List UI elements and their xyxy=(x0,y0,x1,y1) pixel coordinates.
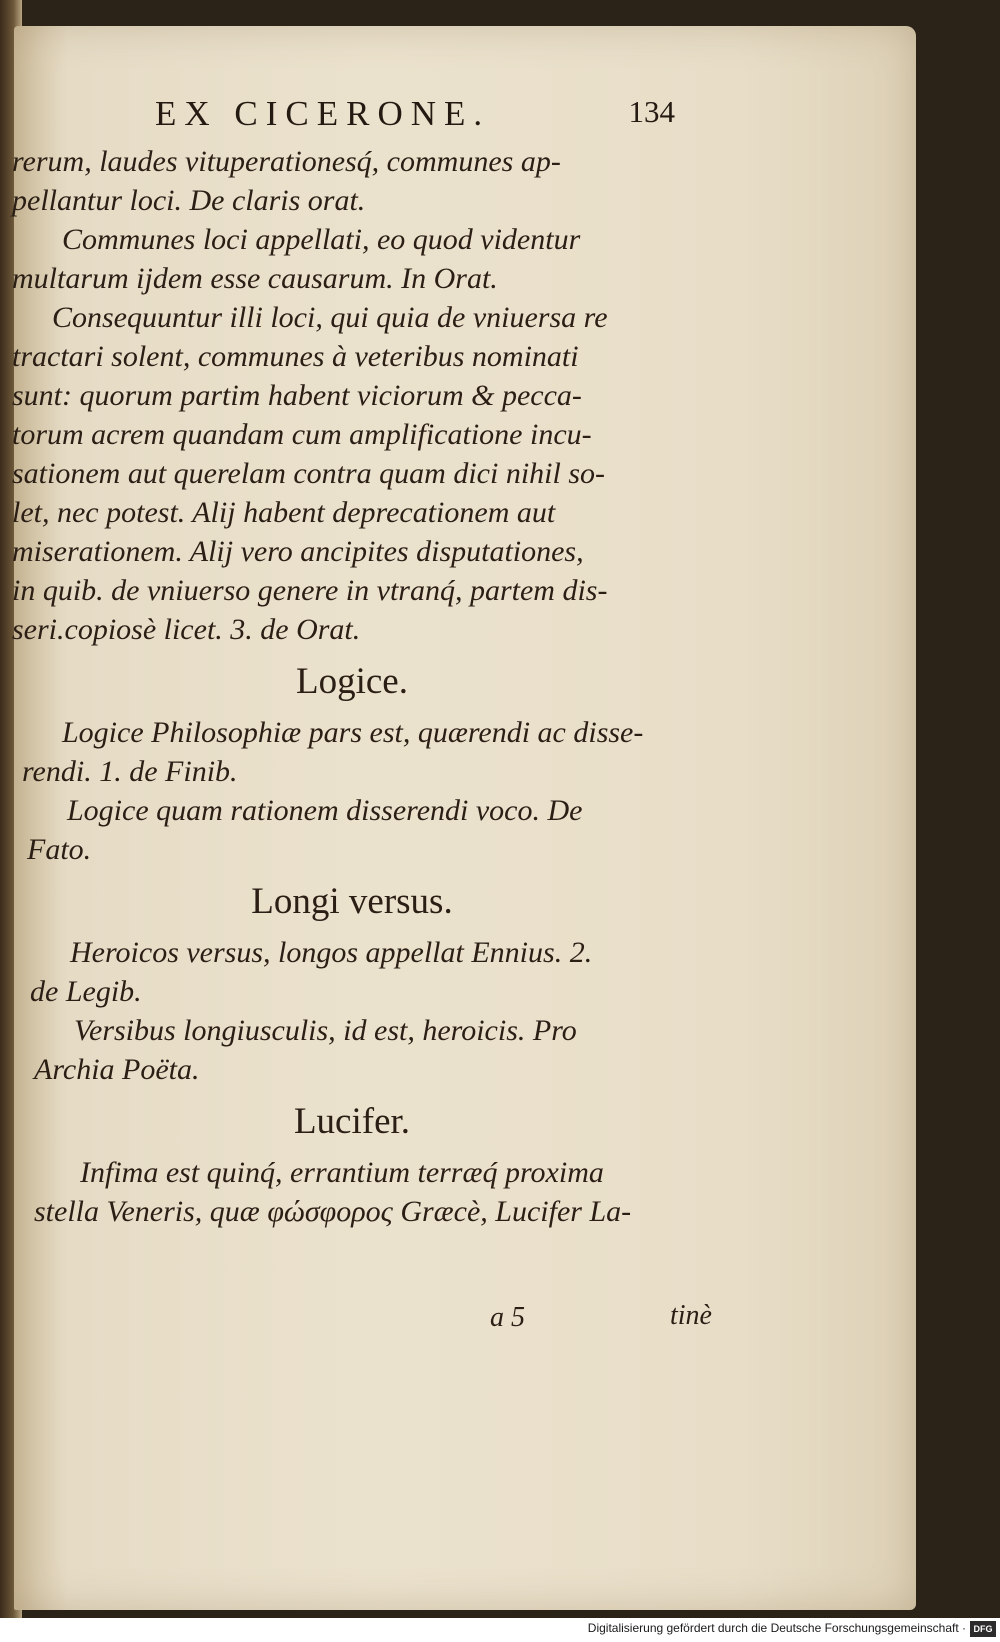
text-line: Heroicos versus, longos appellat Ennius. 2. xyxy=(70,936,593,969)
text-line: Consequuntur illi loci, qui quia de vniuersa re xyxy=(52,301,608,334)
section-heading-lucifer: Lucifer. xyxy=(293,1101,411,1142)
text-line: Communes loci appellati, eo quod videntur xyxy=(62,223,581,256)
footer-bar xyxy=(0,1618,1000,1642)
text-line: miserationem. Alij vero ancipites disputationes, xyxy=(12,535,584,568)
text-line: Infima est quinq́, errantium terræq́ proxima xyxy=(80,1156,604,1189)
text-line: torum acrem quandam cum amplificatione incu- xyxy=(12,418,592,451)
text-line: Versibus longiusculis, id est, heroicis. Pro xyxy=(74,1014,577,1047)
text-line: Logice Philosophiæ pars est, quærendi ac disse- xyxy=(62,716,644,749)
page-header xyxy=(155,94,675,144)
running-head: EX CICERONE. xyxy=(155,94,491,133)
text-line: seri.copiosè licet. 3. de Orat. xyxy=(12,613,361,646)
text-line: sationem aut querelam contra quam dici nihil so- xyxy=(12,457,605,490)
text-line: let, nec potest. Alij habent deprecationem aut xyxy=(12,496,556,529)
paragraph-block-3 xyxy=(12,933,692,1089)
paragraph-block-2 xyxy=(12,713,692,869)
signature-mark: a 5 xyxy=(490,1302,525,1333)
paragraph-block-4 xyxy=(12,1153,692,1231)
text-line: rendi. 1. de Finib. xyxy=(22,755,238,788)
text-line: sunt: quorum partim habent viciorum & pecca- xyxy=(12,379,582,412)
text-line: in quib. de vniuerso genere in vtranq́, partem dis- xyxy=(12,574,608,607)
text-line: tractari solent, communes à veteribus nominati xyxy=(12,340,579,373)
text-line: Fato. xyxy=(27,833,92,866)
text-line: Archia Poëta. xyxy=(34,1053,200,1086)
section-heading-logice: Logice. xyxy=(296,661,408,702)
text-line: stella Veneris, quæ φώσφορος Græcè, Lucifer La- xyxy=(34,1195,632,1228)
dfg-logo-icon: DFG xyxy=(970,1621,996,1637)
funding-credit: Digitalisierung gefördert durch die Deutsche Forschungsgemeinschaft · xyxy=(587,1621,966,1635)
catchword: tinè xyxy=(670,1300,712,1331)
section-heading-longi-versus: Longi versus. xyxy=(251,881,453,922)
paragraph-block-1 xyxy=(12,142,692,649)
text-line: pellantur loci. De claris orat. xyxy=(12,184,366,217)
text-line: multarum ijdem esse causarum. In Orat. xyxy=(12,262,498,295)
text-line: de Legib. xyxy=(30,975,142,1008)
page-number: 134 xyxy=(628,94,675,129)
page-text xyxy=(12,142,692,1231)
text-line: rerum, laudes vituperationesq́, communes ap- xyxy=(12,145,561,178)
text-line: Logice quam rationem disserendi voco. De xyxy=(67,794,583,827)
